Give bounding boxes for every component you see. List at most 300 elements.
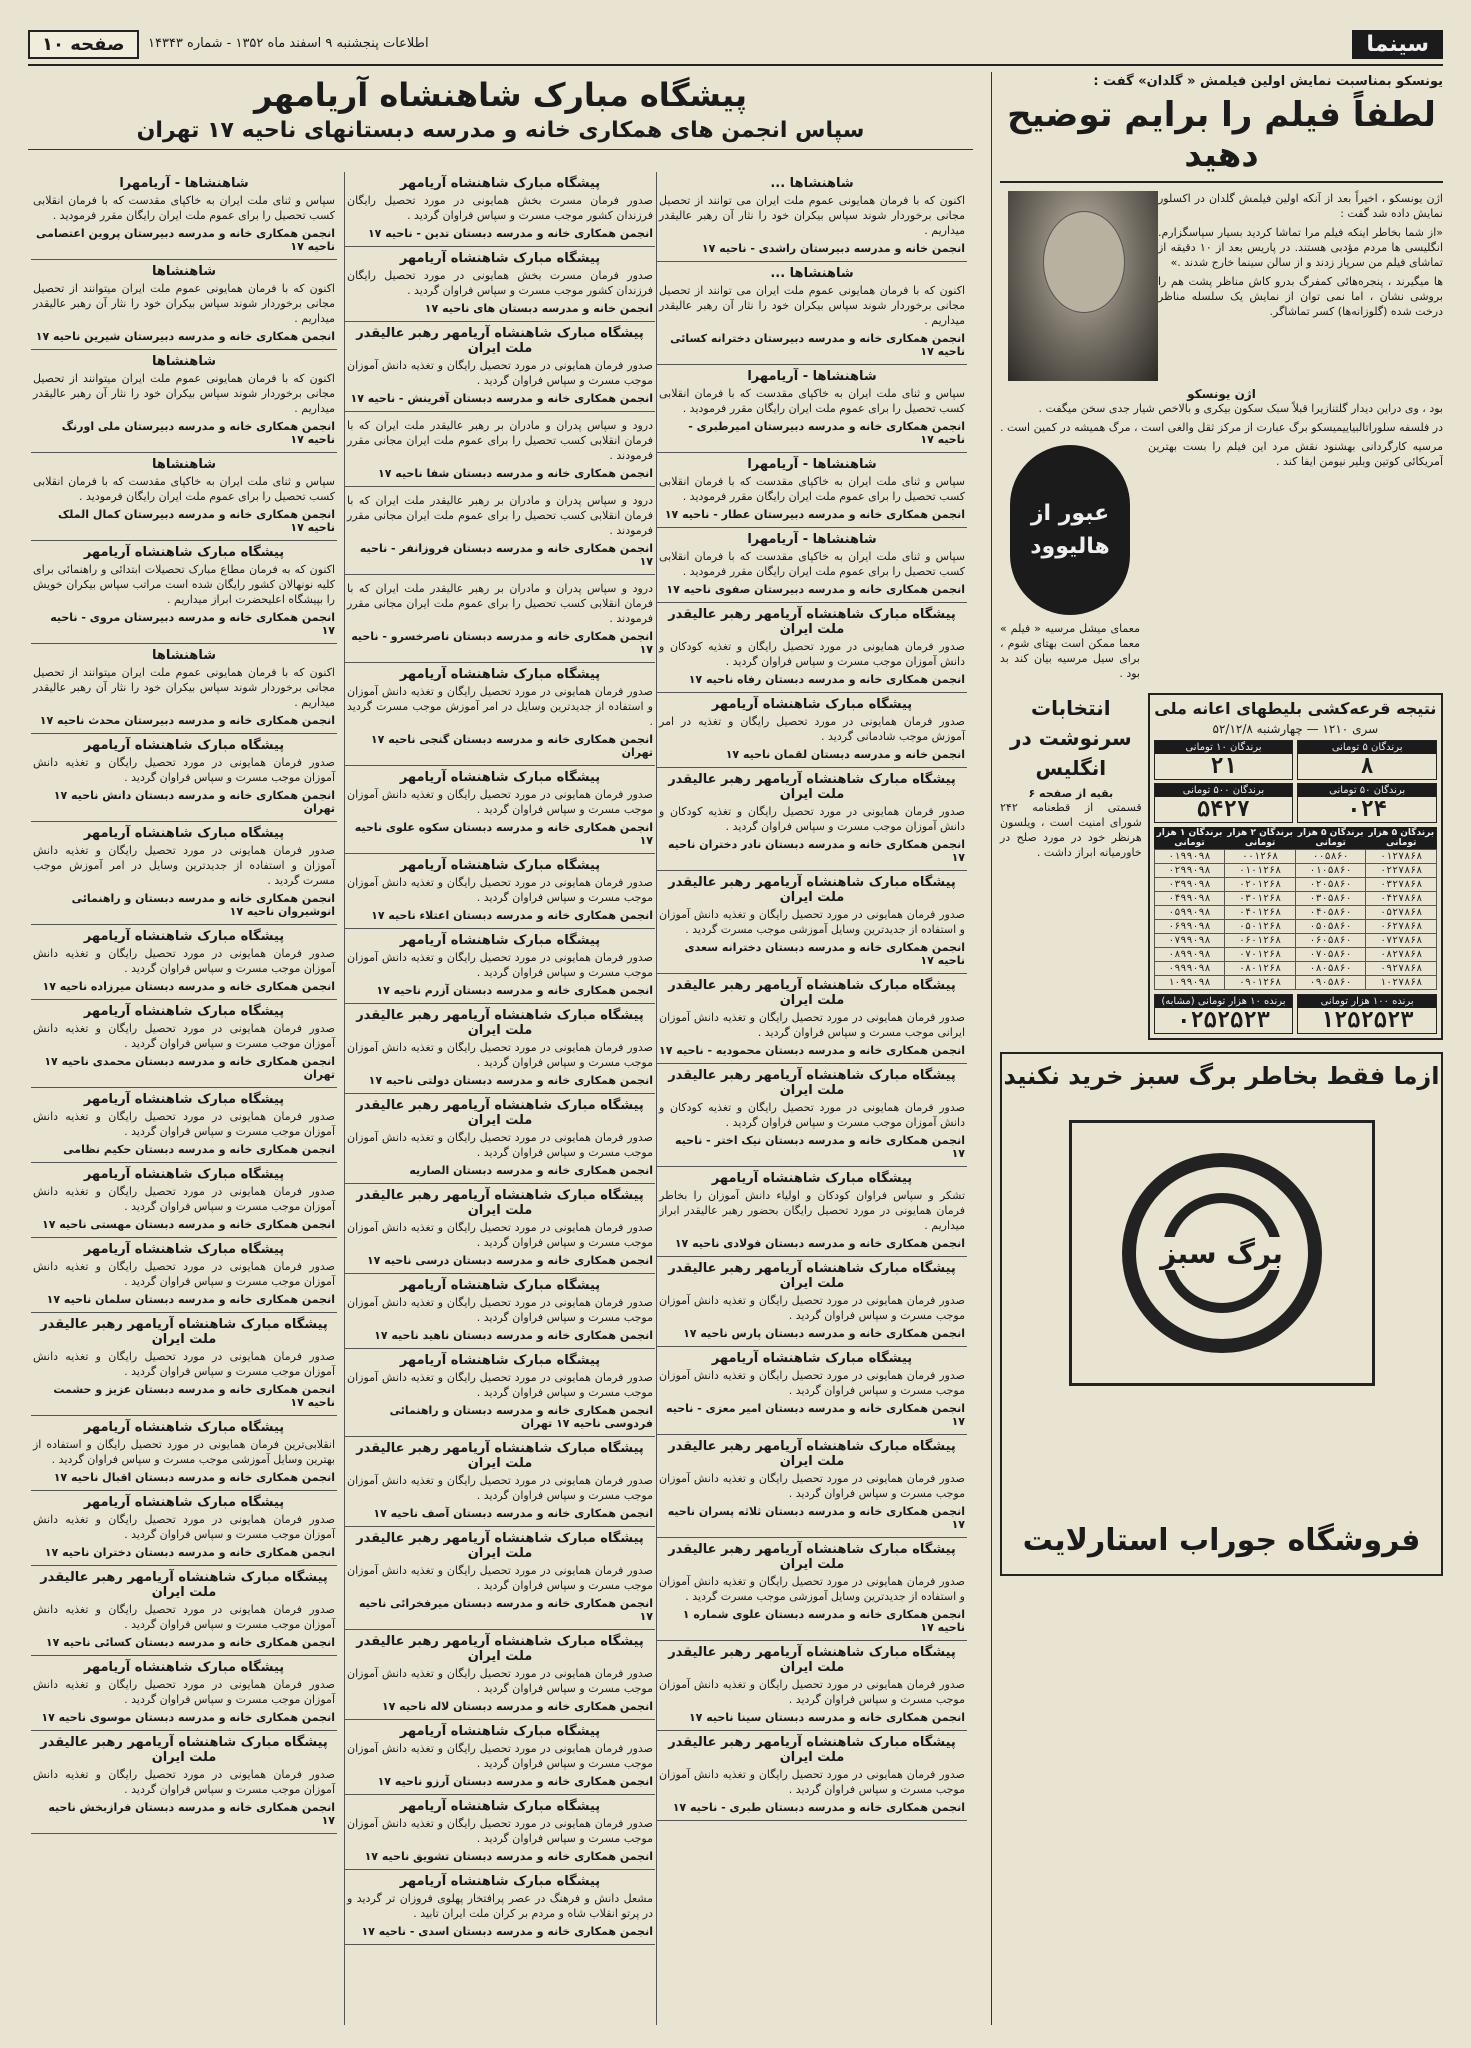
prize-value: ۸ bbox=[1360, 754, 1374, 779]
notice-body: صدور فرمان همایونی در مورد تحصیل رایگان و تغذیه دانش آموزان موجب مسرت و سپاس فراوان گردید . bbox=[347, 1474, 653, 1502]
thanks-notice bbox=[345, 247, 655, 322]
notice-signature: انجمن همکاری خانه و مدرسه دبستان پارس ناحیه ۱۷ bbox=[683, 1327, 965, 1340]
thanks-notice bbox=[31, 1656, 337, 1731]
series-value: ۱۲۱۰ bbox=[1322, 722, 1349, 736]
lottery-and-election bbox=[1000, 685, 1443, 1040]
ad-slogan: ازما فقط بخاطر برگ سبز خرید نکنید bbox=[1003, 1062, 1440, 1090]
winning-number: ۰۴۰۵۸۶۰ bbox=[1295, 906, 1366, 920]
notice-signature: انجمن همکاری خانه و مدرسه دبیرستان شیرین ناحیه ۱۷ bbox=[35, 330, 335, 343]
notice-body: درود و سپاس پدران و مادران بر رهبر عالیقدر ملت ایران که با فرمان انقلابی کسب تحصیل را برای عموم ملت ایران مجانی مقرر فرمودند . bbox=[347, 582, 653, 625]
thanks-notice bbox=[345, 1349, 655, 1437]
thanks-notice bbox=[657, 1257, 967, 1347]
notice-title: پیشگاه مبارک شاهنشاه آریامهر رهبر عالیقدر ملت ایران bbox=[668, 1735, 956, 1765]
notice-body: صدور فرمان همایونی در مورد تحصیل رایگان و تغذیه کودکان و دانش آموزان موجب مسرت و سپاس فراوان گردید . bbox=[659, 1101, 965, 1129]
notice-body: صدور فرمان همایونی در مورد تحصیل رایگان و تغذیه دانش آموزان موجب مسرت و سپاس فراوان گردید . bbox=[347, 1817, 653, 1845]
notice-signature: انجمن همکاری خانه و مدرسه دبستان و راهنمائی فردوسی ناحیه ۱۷ تهران bbox=[389, 1404, 653, 1430]
notice-signature: انجمن همکاری خانه و مدرسه دبستان سینا ناحیه ۱۷ bbox=[688, 1711, 965, 1724]
notice-body: صدور فرمان همایونی در مورد تحصیل رایگان و تغذیه دانش آموزان موجب مسرت و سپاس فراوان گردید . bbox=[659, 1768, 965, 1796]
notice-body: صدور فرمان همایونی در مورد تحصیل رایگان و تغذیه دانش آموزان موجب مسرت و سپاس فراوان گردید . bbox=[659, 1678, 965, 1706]
thanks-notice bbox=[657, 365, 967, 453]
winning-number: ۰۷۹۹۰۹۸ bbox=[1154, 934, 1225, 948]
notice-body: صدور فرمان همایونی در مورد تحصیل رایگان و تغذیه کودکان و دانش آموزان موجب مسرت و سپاس فراوان گردید . bbox=[659, 640, 965, 668]
notice-title: پیشگاه مبارک شاهنشاه آریامهر bbox=[399, 1874, 601, 1889]
notice-signature: انجمن همکاری خانه و مدرسه دبستان حکیم نظامی bbox=[63, 1143, 335, 1156]
article-headline: لطفاً فیلم را برایم توضیح دهید bbox=[1000, 95, 1443, 183]
notice-signature: انجمن همکاری خانه و مدرسه دبستان تدین - ناحیه ۱۷ bbox=[367, 227, 653, 240]
thanks-notice bbox=[345, 766, 655, 854]
notice-title: پیشگاه مبارک شاهنشاه آریامهر رهبر عالیقدر ملت ایران bbox=[668, 978, 956, 1008]
thanks-notice bbox=[657, 1538, 967, 1641]
notice-title: پیشگاه مبارک شاهنشاه آریامهر رهبر عالیقدر ملت ایران bbox=[668, 607, 956, 637]
prize-label: برندگان ۱۰ تومانی bbox=[1155, 741, 1293, 754]
thanks-notice bbox=[657, 1435, 967, 1538]
notice-signature: انجمن همکاری خانه و مدرسه دبستان دختران ناحیه ۱۷ bbox=[44, 1546, 335, 1559]
winning-number: ۰۸۰۵۸۶۰ bbox=[1295, 962, 1366, 976]
notice-signature: انجمن همکاری خانه و مدرسه دبیرستان دخترانه کسائی ناحیه ۱۷ bbox=[670, 332, 965, 358]
thanks-notice bbox=[345, 1094, 655, 1184]
prize-label: برنده ۱۰۰ هزار تومانی bbox=[1298, 995, 1436, 1008]
notice-signature: انجمن همکاری خانه و مدرسه دبستان اعتلاء ناحیه ۱۷ bbox=[371, 909, 653, 922]
notice-body: سپاس و ثنای ملت ایران به خاکپای مقدست که با فرمان انقلابی کسب تحصیل را برای عموم ملت ایران رایگان مقرر فرمودید . bbox=[659, 387, 965, 415]
winning-number: ۰۶۲۷۸۶۸ bbox=[1366, 920, 1437, 934]
notice-body: صدور فرمان همایونی در مورد تحصیل رایگان و تغذیه دانش آموزان موجب مسرت و سپاس فراوان گردید . bbox=[33, 1513, 335, 1541]
notice-signature: انجمن همکاری خانه و مدرسه دبستان آفرینش - ناحیه ۱۷ bbox=[350, 392, 653, 405]
winning-number: ۰۳۰۵۸۶۰ bbox=[1295, 892, 1366, 906]
notice-title: پیشگاه مبارک شاهنشاه آریامهر bbox=[83, 929, 285, 944]
notice-title: پیشگاه مبارک شاهنشاه آریامهر bbox=[399, 667, 601, 682]
thanks-notice bbox=[31, 1163, 337, 1238]
winning-number: ۰۱۹۹۰۹۸ bbox=[1154, 850, 1225, 864]
notice-title: پیشگاه مبارک شاهنشاه آریامهر bbox=[83, 1660, 285, 1675]
notice-body: صدور فرمان همایونی در مورد تحصیل رایگان و تغذیه دانش آموزان موجب مسرت و سپاس فراوان گردید . bbox=[33, 947, 335, 975]
notice-title: شاهنشاها bbox=[152, 264, 216, 279]
notice-body: صدور فرمان همایونی در مورد تحصیل رایگان و تغذیه دانش آموزان موجب مسرت و سپاس فراوان گردید . bbox=[33, 1768, 335, 1796]
prize-label: برنده ۱۰ هزار تومانی (مشابه) bbox=[1155, 995, 1293, 1008]
notice-title: پیشگاه مبارک شاهنشاه آریامهر bbox=[83, 1242, 285, 1257]
thanks-notice bbox=[31, 350, 337, 453]
draw-date: ۵۲/۱۲/۸ bbox=[1212, 722, 1253, 736]
winning-number: ۰۵۰۵۸۶۰ bbox=[1295, 920, 1366, 934]
thanks-notice bbox=[345, 1870, 655, 1945]
main-subtitle: سپاس انجمن های همکاری خانه و مدرسه دبستانهای ناحیه ۱۷ تهران bbox=[28, 118, 973, 150]
article-paragraph: ها میگیرند ، پنجره‌هائی کمفرگ بدرو کاش مناظر پشت هم را بروشی نشان ، اما نمی توان از نمایش یک سلسله مناظر درخت شده (گلوزانه‌ها) کسر تماشاگر. bbox=[1158, 275, 1443, 318]
table-row bbox=[1154, 864, 1436, 878]
notice-signature: انجمن همکاری خانه و مدرسه دبستان اسدی - ناحیه ۱۷ bbox=[361, 1925, 653, 1938]
notice-title: پیشگاه مبارک شاهنشاه آریامهر bbox=[399, 1278, 601, 1293]
notice-body: صدور فرمان همایونی در مورد تحصیل رایگان و تغذیه دانش آموزان موجب مسرت و سپاس فراوان گردید . bbox=[33, 756, 335, 784]
winning-number: ۰۵۹۹۰۹۸ bbox=[1154, 906, 1225, 920]
notice-signature: انجمن همکاری خانه و مدرسه دبستان علوی شماره ۱ ناحیه ۱۷ bbox=[682, 1608, 965, 1634]
thanks-notice bbox=[31, 1731, 337, 1834]
notice-body: صدور فرمان همایونی در مورد تحصیل رایگان و تغذیه دانش آموزان ایرانی موجب مسرت و سپاس فراوان گردید . bbox=[659, 1011, 965, 1039]
notice-body: صدور فرمان همایونی در مورد تحصیل رایگان و تغذیه دانش آموزان موجب مسرت و سپاس فراوان گردید . bbox=[347, 1564, 653, 1592]
main-title: پیشگاه مبارک شاهنشاه آریامهر bbox=[253, 76, 748, 114]
dateline: اطلاعات پنجشنبه ۹ اسفند ماه ۱۳۵۲ - شماره ۱۴۳۴۳ bbox=[148, 36, 429, 51]
notice-body: صدور فرمان همایونی در مورد تحصیل رایگان و تغذیه دانش آموزان موجب مسرت و سپاس فراوان گردید . bbox=[347, 1296, 653, 1324]
notice-title: شاهنشاها bbox=[152, 457, 216, 472]
notice-body: اکنون که با فرمان همایونی عموم ملت ایران میتوانند از تحصیل مجانی برخوردار شوند سپاس بیکران خود را نثار آن رهبر عالیقدر میداریم . bbox=[33, 282, 335, 325]
notice-title: پیشگاه مبارک شاهنشاه آریامهر bbox=[83, 1092, 285, 1107]
notice-title: پیشگاه مبارک شاهنشاه آریامهر bbox=[399, 1353, 601, 1368]
lottery-title: نتیجه قرعه‌کشی بلیطهای اعانه ملی bbox=[1154, 699, 1437, 718]
notice-body: صدور فرمان همایونی در مورد تحصیل رایگان و تغذیه دانش آموزان موجب مسرت و سپاس فراوان گردید . bbox=[347, 788, 653, 816]
england-ref: بقیه از صفحه ۶ bbox=[1028, 787, 1114, 800]
notice-signature: انجمن همکاری خانه و مدرسه دبستان سکوه علوی ناحیه ۱۷ bbox=[354, 821, 653, 847]
thanks-notice bbox=[31, 1416, 337, 1491]
notice-signature: انجمن همکاری خانه و مدرسه دبستان امیر معزی - ناحیه ۱۷ bbox=[666, 1402, 965, 1428]
notice-body: اکنون که با فرمان همایونی عموم ملت ایران می توانند از تحصیل مجانی برخوردار شوند سپاس بیکران خود را نثار آن رهبر عالیقدر میداریم . bbox=[659, 194, 965, 237]
prize-cell bbox=[1297, 783, 1437, 823]
thanks-notice bbox=[657, 603, 967, 693]
notice-title: پیشگاه مبارک شاهنشاه آریامهر bbox=[711, 1351, 913, 1366]
notice-signature: انجمن همکاری خانه و مدرسه دبستان سلمان ناحیه ۱۷ bbox=[46, 1293, 335, 1306]
notice-title: پیشگاه مبارک شاهنشاه آریامهر bbox=[83, 1495, 285, 1510]
winning-number: ۰۰۵۸۶۰ bbox=[1295, 850, 1366, 864]
notice-signature: انجمن همکاری خانه و مدرسه دبستان درسی ناحیه ۱۷ bbox=[366, 1254, 653, 1267]
thanks-notice bbox=[31, 1238, 337, 1313]
notice-signature: انجمن همکاری خانه و مدرسه دبستان اقبال ناحیه ۱۷ bbox=[53, 1471, 335, 1484]
thanks-notice bbox=[345, 929, 655, 1004]
thanks-notice bbox=[31, 1000, 337, 1088]
film-box bbox=[1000, 439, 1443, 685]
thanks-notice bbox=[657, 1167, 967, 1257]
winning-number: ۰۳۹۹۰۹۸ bbox=[1154, 878, 1225, 892]
notice-signature: انجمن خانه و مدرسه دبیرستان راشدی - ناحیه ۱۷ bbox=[701, 242, 965, 255]
table-row bbox=[1154, 934, 1436, 948]
notice-signature: انجمن همکاری خانه و مدرسه دبیرستان ملی اورنگ ناحیه ۱۷ bbox=[61, 420, 335, 446]
thanks-notice bbox=[31, 453, 337, 541]
notice-body: تشکر و سپاس فراوان کودکان و اولیاء دانش آموزان را بخاطر فرمان همایونی در مورد تحصیل رایگان بحضور رهبر عالیقدر ابراز میداریم . bbox=[659, 1189, 965, 1232]
number-column-header: برندگان ۵ هزار تومانی bbox=[1366, 827, 1437, 850]
notice-body: صدور فرمان همایونی در مورد تحصیل رایگان و تغذیه کودکان و دانش آموزان موجب مسرت و سپاس فراوان گردید . bbox=[659, 805, 965, 833]
notice-signature: انجمن همکاری خانه و مدرسه دبستان کسائی ناحیه ۱۷ bbox=[45, 1636, 335, 1649]
notice-title: پیشگاه مبارک شاهنشاه آریامهر رهبر عالیقدر ملت ایران bbox=[668, 875, 956, 905]
notice-signature: انجمن همکاری خانه و مدرسه دبستان و راهنمائی انوشیروان ناحیه ۱۷ bbox=[71, 892, 335, 918]
notice-body: مشعل دانش و فرهنگ در عصر پرافتخار پهلوی فروزان تر گردید و در پرتو انقلاب شاه و مردم بر کران ملت ایران تابید . bbox=[347, 1892, 653, 1920]
thanks-notice bbox=[345, 1720, 655, 1795]
winning-number: ۰۷۰۱۲۶۸ bbox=[1225, 948, 1296, 962]
notice-signature: انجمن همکاری خانه و مدرسه دبستان آزرم ناحیه ۱۷ bbox=[376, 984, 653, 997]
notice-body: صدور فرمان همایونی در مورد تحصیل رایگان و تغذیه دانش آموزان موجب مسرت و سپاس فراوان گردید . bbox=[347, 1041, 653, 1069]
winning-number: ۰۹۲۷۸۶۸ bbox=[1366, 962, 1437, 976]
notice-title: پیشگاه مبارک شاهنشاه آریامهر bbox=[399, 1724, 601, 1739]
winning-number: ۰۷۲۷۸۶۸ bbox=[1366, 934, 1437, 948]
winning-number: ۰۶۹۹۰۹۸ bbox=[1154, 920, 1225, 934]
notice-signature: انجمن همکاری خانه و مدرسه دبستان لاله ناحیه ۱۷ bbox=[381, 1700, 653, 1713]
notice-body: صدور فرمان همایونی در مورد تحصیل رایگان و تغذیه دانش آموزان و استفاده از جدیدترین وسایل آموزشی موجب مسرت گردید . bbox=[659, 1575, 965, 1603]
notice-title: شاهنشاها ... bbox=[770, 266, 854, 281]
thanks-notice bbox=[657, 453, 967, 528]
photo-caption: اژن یونسکو bbox=[1187, 387, 1256, 401]
notice-signature: انجمن همکاری خانه و مدرسه دبستان فروزانفر - ناحیه ۱۷ bbox=[359, 542, 653, 568]
notice-signature: انجمن همکاری خانه و مدرسه دبستان الصاریه bbox=[409, 1164, 653, 1177]
thanks-notice bbox=[31, 822, 337, 925]
notice-body: صدور فرمان همایونی در مورد تحصیل رایگان و تغذیه دانش آموزان و استفاده از جدیدترین وسایل آموزشی موجب مسرت گردید . bbox=[659, 908, 965, 936]
prize-cell bbox=[1154, 783, 1294, 823]
notice-signature: انجمن همکاری خانه و مدرسه دبستان تشویق ناحیه ۱۷ bbox=[364, 1850, 653, 1863]
notice-signature: انجمن خانه و مدرسه دبستان لقمان ناحیه ۱۷ bbox=[725, 748, 965, 761]
notice-signature: انجمن همکاری خانه و مدرسه دبستان فولادی ناحیه ۱۷ bbox=[674, 1237, 965, 1250]
notice-title: پیشگاه مبارک شاهنشاه آریامهر رهبر عالیقدر ملت ایران bbox=[356, 1441, 644, 1471]
stocking-shop-ad bbox=[1000, 1052, 1443, 1576]
notice-signature: انجمن همکاری خانه و مدرسه دبیرستان پروین اعتصامی ناحیه ۱۷ bbox=[36, 227, 335, 253]
winning-number: ۰۹۰۵۸۶۰ bbox=[1295, 976, 1366, 990]
article-paragraph: اژن یونسکو ، اخیراً بعد از آنکه اولین فیلمش گلدان در اکسلور نمایش داده شد گفت : bbox=[1158, 192, 1443, 220]
notice-signature: انجمن همکاری خانه و مدرسه دبستان عزیز و حشمت ناحیه ۱۷ bbox=[53, 1383, 335, 1409]
winning-number: ۰۷۰۵۸۶۰ bbox=[1295, 948, 1366, 962]
thanks-notice bbox=[657, 528, 967, 603]
page-number: صفحه ۱۰ bbox=[28, 30, 139, 59]
notice-body: صدور فرمان همایونی در مورد تحصیل رایگان و تغذیه دانش آموزان موجب مسرت و سپاس فراوان گردید . bbox=[33, 1603, 335, 1631]
thanks-notice bbox=[345, 1274, 655, 1349]
notice-title: پیشگاه مبارک شاهنشاه آریامهر رهبر عالیقدر ملت ایران bbox=[356, 326, 644, 356]
notice-signature: انجمن همکاری خانه و مدرسه دبستان ناهید ناحیه ۱۷ bbox=[374, 1329, 653, 1342]
thanks-notice bbox=[657, 768, 967, 871]
notice-title: پیشگاه مبارک شاهنشاه آریامهر bbox=[399, 176, 601, 191]
newspaper-page bbox=[28, 30, 1443, 2025]
notice-title: پیشگاه مبارک شاهنشاه آریامهر bbox=[399, 1799, 601, 1814]
notice-title: شاهنشاها bbox=[152, 354, 216, 369]
thanks-notice bbox=[31, 1313, 337, 1416]
winning-number: ۰۵۲۷۸۶۸ bbox=[1366, 906, 1437, 920]
notice-signature: انجمن همکاری خانه و مدرسه دبستان میرفخرائی ناحیه ۱۷ bbox=[358, 1597, 653, 1623]
number-column-header: برندگان ۱ هزار تومانی bbox=[1154, 827, 1225, 850]
notice-title: پیشگاه مبارک شاهنشاه آریامهر رهبر عالیقدر ملت ایران bbox=[668, 772, 956, 802]
thanks-notice bbox=[657, 871, 967, 974]
notice-body: صدور فرمان همایونی در مورد تحصیل رایگان و تغذیه دانش آموزان موجب مسرت و سپاس فراوان گردید . bbox=[33, 1260, 335, 1288]
notice-signature: انجمن همکاری خانه و مدرسه دبیرستان مروی - ناحیه ۱۷ bbox=[50, 611, 335, 637]
draw-day: چهارشنبه bbox=[1256, 722, 1303, 736]
ad-store-name: فروشگاه جوراب استارلایت bbox=[1022, 1523, 1421, 1558]
notice-title: شاهنشاها - آریامهرا bbox=[747, 369, 877, 384]
thanks-notice bbox=[657, 1641, 967, 1731]
winning-number: ۰۱۰۱۲۶۸ bbox=[1225, 864, 1296, 878]
notice-body: صدور فرمان همایونی در مورد تحصیل رایگان و تغذیه در امر آموزش موجب شادمانی گردید . bbox=[659, 715, 965, 743]
number-column-header: برندگان ۵ هزار تومانی bbox=[1295, 827, 1366, 850]
winning-number: ۰۸۲۷۸۶۸ bbox=[1366, 948, 1437, 962]
notice-title: پیشگاه مبارک شاهنشاه آریامهر رهبر عالیقدر ملت ایران bbox=[668, 1645, 956, 1675]
notice-body: سپاس و ثنای ملت ایران به خاکپای مقدست که با فرمان انقلابی کسب تحصیل را برای عموم ملت ایران رایگان مقرر فرمودید . bbox=[659, 550, 965, 578]
announcements-section bbox=[28, 72, 973, 2025]
notice-signature: انجمن همکاری خانه و مدرسه دبستان ثلاثه پسران ناحیه ۱۷ bbox=[667, 1505, 965, 1531]
notice-title: پیشگاه مبارک شاهنشاه آریامهر رهبر عالیقدر ملت ایران bbox=[668, 1068, 956, 1098]
winning-number: ۰۵۰۱۲۶۸ bbox=[1225, 920, 1296, 934]
thanks-notice bbox=[345, 1795, 655, 1870]
prize-label: برندگان ۵۰ تومانی bbox=[1298, 784, 1436, 797]
thanks-notice bbox=[657, 1731, 967, 1821]
winning-number: ۰۳۰۱۲۶۸ bbox=[1225, 892, 1296, 906]
winning-number: ۰۶۰۱۲۶۸ bbox=[1225, 934, 1296, 948]
winning-number: ۰۹۰۱۲۶۸ bbox=[1225, 976, 1296, 990]
notice-title: پیشگاه مبارک شاهنشاه آریامهر bbox=[83, 1167, 285, 1182]
notice-title: پیشگاه مبارک شاهنشاه آریامهر رهبر عالیقدر ملت ایران bbox=[356, 1098, 644, 1128]
notice-body: سپاس و ثنای ملت ایران به خاکپای مقدست که با فرمان انقلابی کسب تحصیل را برای عموم ملت ایران رایگان مقرر فرمودید . bbox=[659, 475, 965, 503]
table-row bbox=[1154, 906, 1436, 920]
brand-name: برگ سبز bbox=[1154, 1237, 1289, 1270]
notice-title: پیشگاه مبارک شاهنشاه آریامهر bbox=[399, 251, 601, 266]
ionesco-photo bbox=[1008, 191, 1158, 381]
notice-title: پیشگاه مبارک شاهنشاه آریامهر رهبر عالیقدر ملت ایران bbox=[668, 1439, 956, 1469]
table-row bbox=[1154, 850, 1436, 864]
table-row bbox=[1154, 920, 1436, 934]
notice-title: شاهنشاها - آریامهرا bbox=[747, 457, 877, 472]
winning-number: ۰۹۹۹۰۹۸ bbox=[1154, 962, 1225, 976]
prize-label: برندگان ۵۰۰ تومانی bbox=[1155, 784, 1293, 797]
winning-number: ۰۸۰۱۲۶۸ bbox=[1225, 962, 1296, 976]
notice-title: پیشگاه مبارک شاهنشاه آریامهر bbox=[399, 770, 601, 785]
series-label: سری bbox=[1352, 722, 1379, 736]
table-row bbox=[1154, 892, 1436, 906]
winning-number: ۰۲۹۹۰۹۸ bbox=[1154, 864, 1225, 878]
notice-body: صدور فرمان همایونی در مورد تحصیل رایگان و تغذیه دانش آموزان موجب مسرت و سپاس فراوان گردید . bbox=[347, 359, 653, 387]
england-article bbox=[1000, 685, 1142, 1040]
winning-number: ۰۱۲۷۸۶۸ bbox=[1366, 850, 1437, 864]
winning-number: ۰۲۰۵۸۶۰ bbox=[1295, 878, 1366, 892]
article-paragraph: در فلسفه سلوراتالبیاییمیسکو برگ عبارت از مرکز ثقل والغی است ، مرگ همیشه در کمین است . bbox=[1000, 421, 1443, 434]
thanks-notice bbox=[31, 1566, 337, 1656]
notice-signature: انجمن همکاری خانه و مدرسه دبستان نیک اختر - ناحیه ۱۷ bbox=[674, 1134, 965, 1160]
notice-title: پیشگاه مبارک شاهنشاه آریامهر رهبر عالیقدر ملت ایران bbox=[356, 1634, 644, 1664]
notice-body: صدور فرمان همایونی در مورد تحصیل رایگان و تغذیه دانش آموزان موجب مسرت و سپاس فراوان گردید . bbox=[659, 1472, 965, 1500]
thanks-notice bbox=[31, 1088, 337, 1163]
grand-prize bbox=[1297, 994, 1437, 1034]
grand-prize-row bbox=[1154, 994, 1437, 1034]
notice-title: پیشگاه مبارک شاهنشاه آریامهر رهبر عالیقدر ملت ایران bbox=[40, 1735, 328, 1765]
notice-signature: انجمن همکاری خانه و مدرسه دبستان آرزو ناحیه ۱۷ bbox=[377, 1775, 653, 1788]
table-row bbox=[1154, 878, 1436, 892]
notice-title: پیشگاه مبارک شاهنشاه آریامهر bbox=[83, 826, 285, 841]
notice-signature: انجمن همکاری خانه و مدرسه دبستان میرزاده ناحیه ۱۷ bbox=[42, 980, 335, 993]
notice-body: صدور فرمان همایونی در مورد تحصیل رایگان و تغذیه دانش آموزان موجب مسرت و سپاس فراوان گردید . bbox=[33, 1022, 335, 1050]
lottery-results bbox=[1148, 693, 1443, 1040]
notice-title: پیشگاه مبارک شاهنشاه آریامهر bbox=[83, 738, 285, 753]
notice-signature: انجمن همکاری خانه و مدرسه دبستان گنجی ناحیه ۱۷ تهران bbox=[370, 733, 653, 759]
number-column-header: برندگان ۲ هزار تومانی bbox=[1225, 827, 1296, 850]
thanks-notice bbox=[345, 412, 655, 487]
notice-signature: انجمن همکاری خانه و مدرسه دبیرستان عطار - ناحیه ۱۷ bbox=[664, 508, 965, 521]
notice-title: پیشگاه مبارک شاهنشاه آریامهر رهبر عالیقدر ملت ایران bbox=[40, 1570, 328, 1600]
notice-signature: انجمن همکاری خانه و مدرسه دبستان محمودیه - ناحیه ۱۷ bbox=[659, 1044, 965, 1057]
notice-body: صدور فرمان همایونی در مورد تحصیل رایگان و تغذیه دانش آموزان موجب مسرت و سپاس فراوان گردید . bbox=[347, 1131, 653, 1159]
brand-logo bbox=[1069, 1120, 1375, 1386]
winning-number: ۰۸۹۹۰۹۸ bbox=[1154, 948, 1225, 962]
notice-body: اکنون که با فرمان همایونی عموم ملت ایران می توانند از تحصیل مجانی برخوردار شوند سپاس بیکران خود را نثار آن رهبر عالیقدر میداریم . bbox=[659, 284, 965, 327]
notice-body: صدور فرمان همایونی در مورد تحصیل رایگان و تغذیه دانش آموزان موجب مسرت و سپاس فراوان گردید . bbox=[659, 1294, 965, 1322]
notice-body: صدور فرمان همایونی در مورد تحصیل رایگان و تغذیه دانش آموزان موجب مسرت و سپاس فراوان گردید . bbox=[33, 1185, 335, 1213]
thanks-notice bbox=[657, 1347, 967, 1435]
thanks-notice bbox=[345, 1630, 655, 1720]
thanks-notice bbox=[345, 1437, 655, 1527]
table-row bbox=[1154, 976, 1436, 990]
portrait-face bbox=[1043, 211, 1125, 313]
notice-signature: انجمن همکاری خانه و مدرسه دبستان ناصرخسرو - ناحیه ۱۷ bbox=[351, 630, 653, 656]
thanks-notice bbox=[657, 172, 967, 262]
winning-numbers-table bbox=[1154, 827, 1437, 990]
notice-title: شاهنشاها ... bbox=[770, 176, 854, 191]
notice-column-2 bbox=[344, 172, 655, 2025]
notice-column-1 bbox=[656, 172, 973, 2025]
notice-title: پیشگاه مبارک شاهنشاه آریامهر bbox=[399, 858, 601, 873]
winning-number: ۰۶۰۵۸۶۰ bbox=[1295, 934, 1366, 948]
notice-body: درود و سپاس پدران و مادران بر رهبر عالیقدر ملت ایران که با فرمان انقلابی کسب تحصیل را برای عموم ملت ایران مجانی مقرر فرمودند . bbox=[347, 419, 653, 462]
notice-body: صدور فرمان همایونی در مورد تحصیل رایگان و تغذیه دانش آموزان موجب مسرت و سپاس فراوان گردید . bbox=[33, 1350, 335, 1378]
prize-value: ۱۲۵۲۵۲۳ bbox=[1320, 1008, 1414, 1033]
notice-signature: انجمن همکاری خانه و مدرسه دبستان طبری - ناحیه ۱۷ bbox=[672, 1801, 965, 1814]
notice-body: اکنون که با فرمان همایونی عموم ملت ایران میتوانند از تحصیل مجانی برخوردار شوند سپاس بیکران خود را نثار آن رهبر عالیقدر میداریم . bbox=[33, 372, 335, 415]
notice-body: درود و سپاس پدران و مادران بر رهبر عالیقدر ملت ایران که با فرمان انقلابی کسب تحصیل را برای عموم ملت ایران مجانی مقرر فرمودند . bbox=[347, 494, 653, 537]
notice-signature: انجمن همکاری خانه و مدرسه دبستان شفا ناحیه ۱۷ bbox=[378, 467, 653, 480]
notice-title: شاهنشاها - آریامهرا bbox=[747, 532, 877, 547]
notice-body: صدور فرمان همایونی در مورد تحصیل رایگان و تغذیه دانش آموزان و استفاده از جدیدترین وسایل در امر آموزش موجب مسرت گردید . bbox=[347, 685, 653, 728]
notice-signature: انجمن همکاری خانه و مدرسه دبیرستان امیرطبری - ناحیه ۱۷ bbox=[688, 420, 965, 446]
winning-number: ۰۴۹۹۰۹۸ bbox=[1154, 892, 1225, 906]
notice-title: پیشگاه مبارک شاهنشاه آریامهر bbox=[83, 1420, 285, 1435]
notice-body: صدور فرمان همایونی در مورد تحصیل رایگان و تغذیه دانش آموزان موجب مسرت و سپاس فراوان گردید . bbox=[347, 876, 653, 904]
notice-signature: انجمن همکاری خانه و مدرسه دبیرستان کمال الملک ناحیه ۱۷ bbox=[58, 508, 335, 534]
thanks-notice bbox=[345, 172, 655, 247]
england-title: انتخابات سرنوشت در انگلیس bbox=[1009, 696, 1132, 780]
notice-body: صدور فرمان مسرت بخش همایونی در مورد تحصیل رایگان فرزندان کشور موجب مسرت و سپاس فراوان گردید . bbox=[347, 194, 653, 222]
notice-signature: انجمن همکاری خانه و مدرسه دبستان دخترانه سعدی ناحیه ۱۷ bbox=[684, 941, 965, 967]
prize-row bbox=[1154, 740, 1437, 780]
table-row bbox=[1154, 962, 1436, 976]
thanks-notice bbox=[345, 1004, 655, 1094]
thanks-notice bbox=[31, 644, 337, 734]
notice-title: پیشگاه مبارک شاهنشاه آریامهر رهبر عالیقدر ملت ایران bbox=[40, 1317, 328, 1347]
notice-signature: انجمن همکاری خانه و مدرسه دبیرستان محدث ناحیه ۱۷ bbox=[39, 714, 335, 727]
notice-signature: انجمن خانه و مدرسه دبستان های ناحیه ۱۷ bbox=[424, 302, 653, 315]
notice-body: صدور فرمان همایونی در مورد تحصیل رایگان و تغذیه دانش آموزان موجب مسرت و سپاس فراوان گردید . bbox=[347, 1742, 653, 1770]
notice-body: انقلابی‌ترین فرمان همایونی در مورد تحصیل رایگان و استفاده از بهترین وسایل آموزشی موجب مسرت و سپاس فراوان گردید . bbox=[33, 1438, 335, 1466]
article-paragraph: «از شما بخاطر اینکه فیلم مرا تماشا کردید بسیار سپاسگزارم. انگلیسی ها مردم مؤدبی هستند. در پاریس بعد از ۱۰ دقیقه از تماشای فیلم من سرپاز زدند و از سالن سینما خارج شدند .» bbox=[1158, 226, 1443, 269]
prize-value: ۰۲۴ bbox=[1347, 797, 1388, 822]
thanks-notice bbox=[31, 925, 337, 1000]
winning-number: ۰۴۲۷۸۶۸ bbox=[1366, 892, 1437, 906]
winning-number: ۰۴۰۱۲۶۸ bbox=[1225, 906, 1296, 920]
thanks-notice bbox=[31, 260, 337, 350]
thanks-notice bbox=[345, 1184, 655, 1274]
thanks-notice bbox=[345, 663, 655, 766]
thanks-notice bbox=[345, 1527, 655, 1630]
notice-body: صدور فرمان همایونی در مورد تحصیل رایگان و تغذیه دانش آموزان و استفاده از جدیدترین وسایل در امر آموزش موجب مسرت گردید . bbox=[33, 844, 335, 887]
notice-title: پیشگاه مبارک شاهنشاه آریامهر bbox=[83, 545, 285, 560]
notice-title: پیشگاه مبارک شاهنشاه آریامهر رهبر عالیقدر ملت ایران bbox=[356, 1531, 644, 1561]
thanks-notice bbox=[31, 172, 337, 260]
notice-title: پیشگاه مبارک شاهنشاه آریامهر bbox=[711, 697, 913, 712]
article-strap: یونسکو بمناسبت نمایش اولین فیلمش « گلدان» گفت : bbox=[1093, 74, 1443, 89]
winning-number: ۰۳۲۷۸۶۸ bbox=[1366, 878, 1437, 892]
notice-title: شاهنشاها - آریامهرا bbox=[119, 176, 249, 191]
page-header bbox=[28, 30, 1443, 66]
thanks-notice bbox=[31, 541, 337, 644]
notice-body: اکنون که با فرمان همایونی عموم ملت ایران میتوانند از تحصیل مجانی برخوردار شوند سپاس بیکران خود را نثار آن رهبر عالیقدر میداریم . bbox=[33, 666, 335, 709]
prize-value: ۲۱ bbox=[1210, 754, 1237, 779]
winning-number: ۰۲۲۷۸۶۸ bbox=[1366, 864, 1437, 878]
notice-signature: انجمن همکاری خانه و مدرسه دبستان آصف ناحیه ۱۷ bbox=[373, 1507, 653, 1520]
thanks-notice bbox=[31, 1491, 337, 1566]
thanks-notice bbox=[657, 1064, 967, 1167]
thanks-notice bbox=[345, 575, 655, 663]
notice-signature: انجمن همکاری خانه و مدرسه دبستان دولتی ناحیه ۱۷ bbox=[368, 1074, 653, 1087]
prize-cell bbox=[1154, 740, 1294, 780]
notice-title: پیشگاه مبارک شاهنشاه آریامهر رهبر عالیقدر ملت ایران bbox=[668, 1542, 956, 1572]
thanks-notice bbox=[345, 322, 655, 412]
notice-signature: انجمن همکاری خانه و مدرسه دبستان مهستی ناحیه ۱۷ bbox=[41, 1218, 335, 1231]
notice-body: صدور فرمان همایونی در مورد تحصیل رایگان و تغذیه دانش آموزان موجب مسرت و سپاس فراوان گردید . bbox=[659, 1369, 965, 1397]
prize-label: برندگان ۵ تومانی bbox=[1298, 741, 1436, 754]
notice-body: صدور فرمان همایونی در مورد تحصیل رایگان و تغذیه دانش آموزان موجب مسرت و سپاس فراوان گردید . bbox=[33, 1678, 335, 1706]
notice-signature: انجمن همکاری خانه و مدرسه دبیرستان صفوی ناحیه ۱۷ bbox=[666, 583, 965, 596]
